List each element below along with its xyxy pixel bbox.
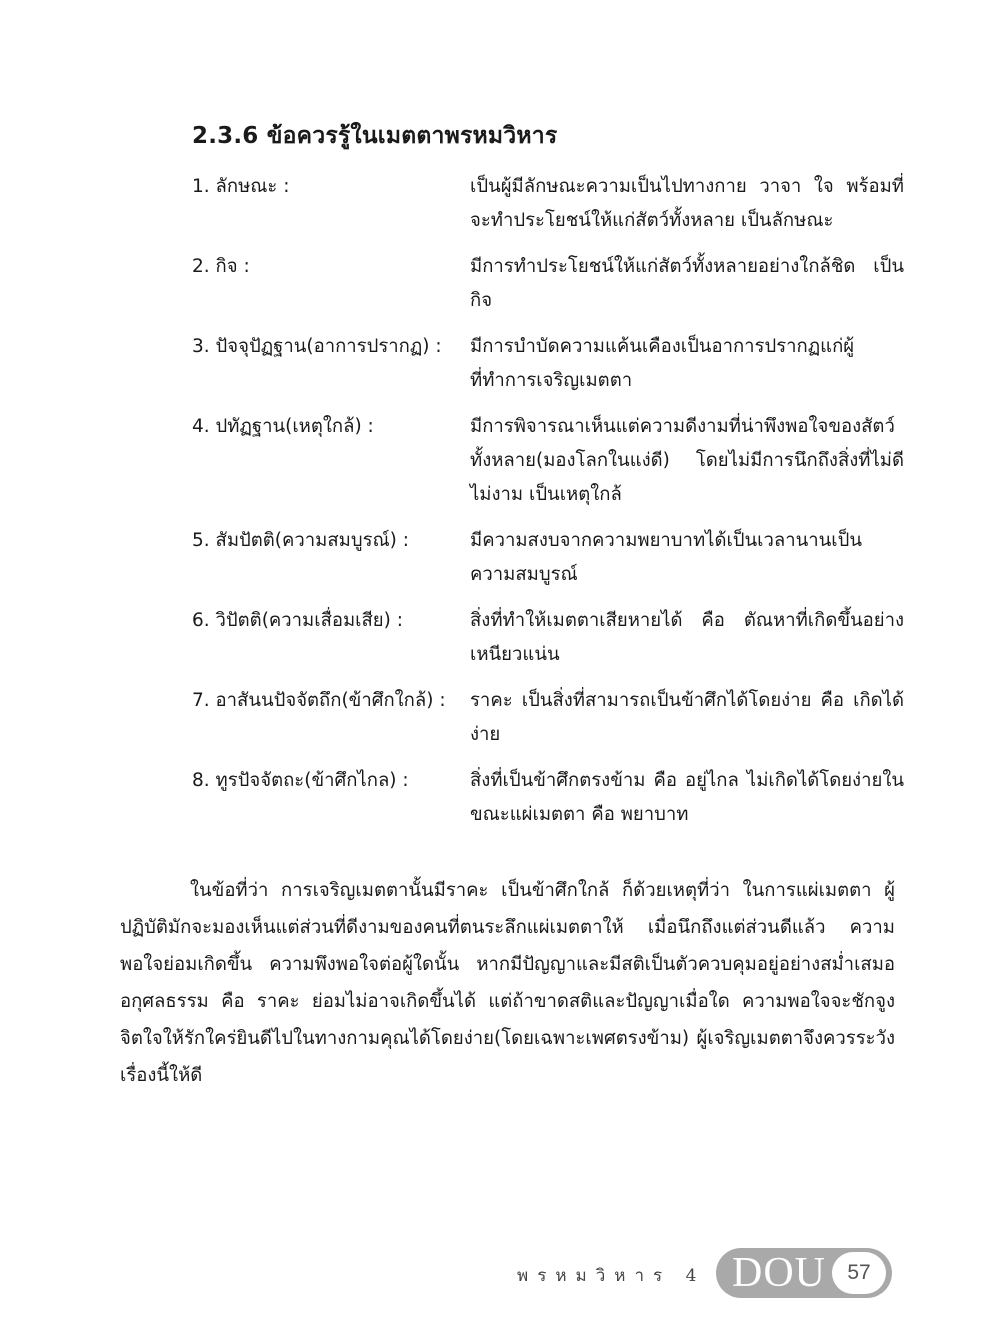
list-item	[192, 330, 904, 398]
list-item	[192, 684, 904, 752]
item-term: 3. ปัจจุปัฏฐาน(อาการปรากฏ) :	[192, 336, 442, 357]
item-description: มีการบำบัดความแค้นเคืองเป็นอาการปรากฏแก่ผู้ที่ทำการเจริญเมตตา	[470, 336, 855, 391]
item-term: 8. ทูรปัจจัตถะ(ข้าศึกไกล) :	[192, 770, 409, 791]
item-term: 5. สัมปัตติ(ความสมบูรณ์) :	[192, 530, 410, 551]
item-description: สิ่งที่เป็นข้าศึกตรงข้าม คือ อยู่ไกล ไม่เกิดได้โดยง่ายในขณะแผ่เมตตา คือ พยาบาท	[470, 770, 904, 825]
item-description: มีการพิจารณาเห็นแต่ความดีงามที่น่าพึงพอใจของสัตว์ทั้งหลาย(มองโลกในแง่ดี) โดยไม่มีการนึกถึงสิ่งที่ไม่ดีไม่งาม เป็นเหตุใกล้	[470, 416, 904, 505]
item-term: 7. อาสันนปัจจัตถึก(ข้าศึกใกล้) :	[192, 690, 446, 711]
list-item	[192, 170, 904, 238]
footer-book-title: พรหมวิหาร 4	[517, 1266, 706, 1286]
list-item	[192, 410, 904, 512]
item-term: 6. วิปัตติ(ความเสื่อมเสีย) :	[192, 610, 403, 631]
section-title: 2.3.6 ข้อควรรู้ในเมตตาพรหมวิหาร	[192, 123, 558, 149]
item-description: เป็นผู้มีลักษณะความเป็นไปทางกาย วาจา ใจ พร้อมที่จะทำประโยชน์ให้แก่สัตว์ทั้งหลาย เป็นลักษณะ	[470, 176, 904, 231]
item-term: 2. กิจ :	[192, 256, 250, 277]
list-item	[192, 604, 904, 672]
page-number: 57	[832, 1252, 886, 1294]
item-description: มีความสงบจากความพยาบาทได้เป็นเวลานานเป็นความสมบูรณ์	[470, 530, 862, 585]
list-item	[192, 250, 904, 318]
dou-page-badge	[716, 1248, 892, 1298]
body-paragraph: ในข้อที่ว่า การเจริญเมตตานั้นมีราคะ เป็นข้าศึกใกล้ ก็ด้วยเหตุที่ว่า ในการแผ่เมตตา ผู้ปฏิบัติมักจะมองเห็นแต่ส่วนที่ดีงามของคนที่ตนระลึกแผ่เมตตาให้ เมื่อนึกถึงแต่ส่วนดีแล้ว ความพอใจย่อมเกิดขึ้น ความพึงพอใจต่อผู้ใดนั้น หากมีปัญญาและมีสติเป็นตัวควบคุมอยู่อย่างสม่ำเสมอ อกุศลธรรม คือ ราคะ ย่อมไม่อาจเกิดขึ้นได้ แต่ถ้าขาดสติและปัญญาเมื่อใด ความพอใจจะชักจูงจิตใจให้รักใคร่ยินดีไปในทางกามคุณได้โดยง่าย(โดยเฉพาะเพศตรงข้าม) ผู้เจริญเมตตาจึงควรระวังเรื่องนี้ให้ดี	[120, 880, 895, 1086]
list-item	[192, 524, 904, 592]
item-term: 1. ลักษณะ :	[192, 176, 290, 197]
item-description: มีการทำประโยชน์ให้แก่สัตว์ทั้งหลายอย่างใกล้ชิด เป็นกิจ	[470, 256, 904, 311]
dou-logo: DOU	[732, 1250, 826, 1296]
list-item	[192, 764, 904, 832]
item-description: ราคะ เป็นสิ่งที่สามารถเป็นข้าศึกได้โดยง่าย คือ เกิดได้ง่าย	[470, 690, 904, 745]
definition-list	[192, 170, 904, 844]
item-description: สิ่งที่ทำให้เมตตาเสียหายได้ คือ ตัณหาที่เกิดขึ้นอย่างเหนียวแน่น	[470, 610, 904, 665]
item-term: 4. ปทัฏฐาน(เหตุใกล้) :	[192, 416, 374, 437]
